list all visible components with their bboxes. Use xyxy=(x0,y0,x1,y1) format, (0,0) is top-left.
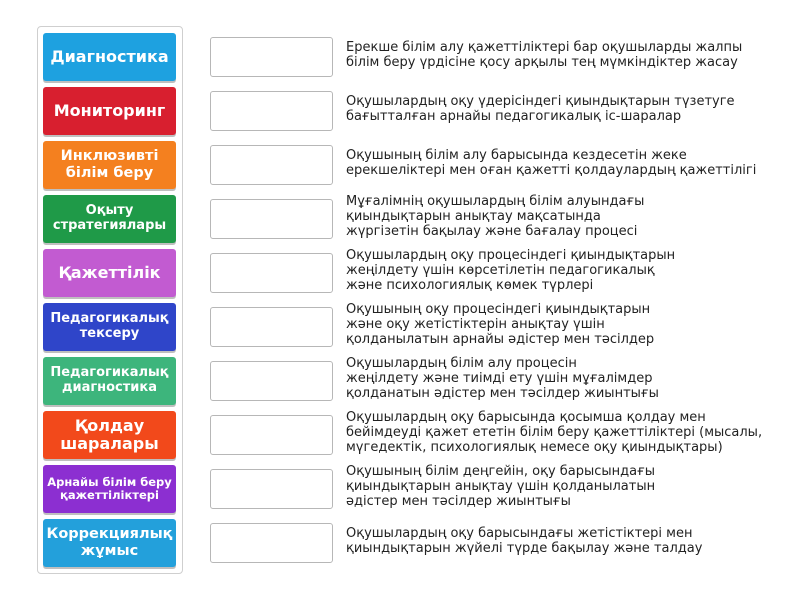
definition-text: Оқушылардың оқу барысында қосымша қолдау мен бейімдеуді қажет ететін білім беру қажеттіліктері (мысалы, мүгедектік, психологиялық немесе оқу қиындықтары) xyxy=(346,410,763,455)
term-card[interactable]: Педагогикалық диагностика xyxy=(43,357,176,405)
answer-drop-slot[interactable] xyxy=(210,415,333,455)
term-card[interactable]: Қажеттілік xyxy=(43,249,176,297)
definition-text: Оқушылардың білім алу процесін жеңілдету және тиімді ету үшін мұғалімдер қолданатын әдістер мен тәсілдер жиынтығы xyxy=(346,356,659,401)
definition-text: Оқушының оқу процесіндегі қиындықтарын және оқу жетістіктерін анықтау үшін қолданылатын арнайы әдістер мен тәсілдер xyxy=(346,302,655,347)
definition-text: Ерекше білім алу қажеттіліктері бар оқушыларды жалпы білім беру үрдісіне қосу арқылы тең мүмкіндіктер жасау xyxy=(346,40,743,70)
definition-text: Оқушының білім алу барысында кездесетін жеке ерекшеліктері мен оған қажетті қолдаулардың қажеттілігі xyxy=(346,148,757,178)
answer-drop-slot[interactable] xyxy=(210,307,333,347)
answer-drop-slot[interactable] xyxy=(210,361,333,401)
definition-text: Оқушылардың оқу үдерісіндегі қиындықтарын түзетуге бағытталған арнайы педагогикалық іс-шаралар xyxy=(346,94,735,124)
term-card[interactable]: Педагогикалық тексеру xyxy=(43,303,176,351)
answer-drop-slot[interactable] xyxy=(210,253,333,293)
answer-drop-slot[interactable] xyxy=(210,523,333,563)
definition-text: Оқушының білім деңгейін, оқу барысындағы қиындықтарын анықтау үшін қолданылатын әдістер мен тәсілдер жиынтығы xyxy=(346,464,656,509)
term-card[interactable]: Арнайы білім беру қажеттіліктері xyxy=(43,465,176,513)
term-card[interactable]: Инклюзивті білім беру xyxy=(43,141,176,189)
definition-text: Мұғалімнің оқушылардың білім алуындағы қиындықтарын анықтау мақсатында жүргізетін бақылау және бағалау процесі xyxy=(346,194,645,239)
term-card[interactable]: Мониторинг xyxy=(43,87,176,135)
definition-text: Оқушылардың оқу барысындағы жетістіктері мен қиындықтарын жүйелі түрде бақылау және талдау xyxy=(346,526,703,556)
term-card[interactable]: Коррекциялық жұмыс xyxy=(43,519,176,567)
term-card[interactable]: Қолдау шаралары xyxy=(43,411,176,459)
answer-drop-slot[interactable] xyxy=(210,199,333,239)
definition-text: Оқушылардың оқу процесіндегі қиындықтарын жеңілдету үшін көрсетілетін педагогикалық және психологиялық көмек түрлері xyxy=(346,248,676,293)
answer-drop-slot[interactable] xyxy=(210,91,333,131)
answer-drop-slot[interactable] xyxy=(210,469,333,509)
answer-drop-slot[interactable] xyxy=(210,37,333,77)
term-card[interactable]: Оқыту стратегиялары xyxy=(43,195,176,243)
term-card[interactable]: Диагностика xyxy=(43,33,176,81)
answer-drop-slot[interactable] xyxy=(210,145,333,185)
